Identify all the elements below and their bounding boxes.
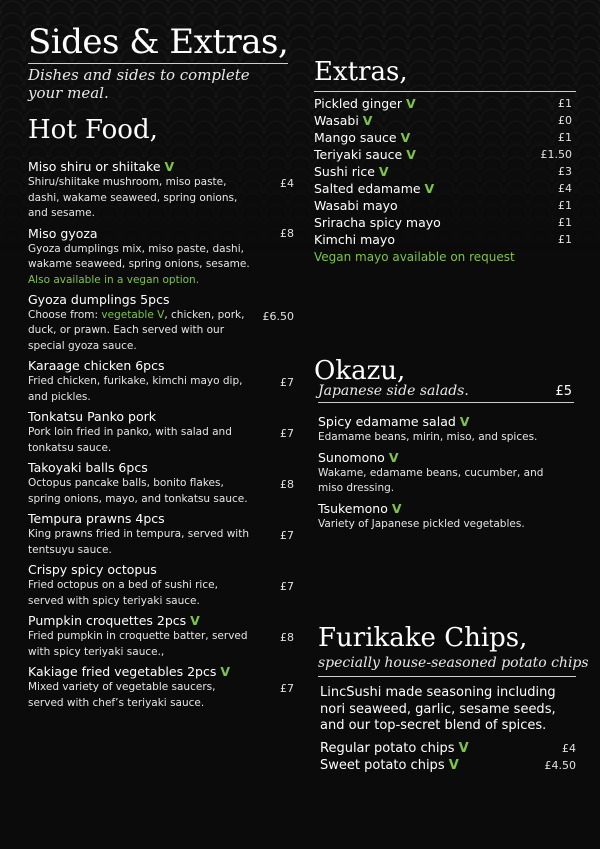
menu-item-miso-shiru [28,158,294,222]
vegan-badge: V [378,164,389,179]
item-name: Tempura prawns 4pcs [28,511,165,526]
item-price: £0 [558,114,572,127]
menu-item-tempura-prawns [28,510,294,558]
item-description: Pork loin fried in panko, with salad and tonkatsu sauce. [28,426,232,454]
hot-food-list [28,158,294,714]
item-price: £3 [558,165,572,178]
item-description: Gyoza dumplings mix, miso paste, dashi, wakame seaweed, spring onions, sesame. [28,242,250,270]
vegan-badge: V [164,159,175,174]
extras-heading: Extras, [314,57,408,87]
extras-list [314,95,572,266]
title-divider [28,63,288,64]
vegan-badge: V [406,96,416,111]
item-description: Fried octopus on a bed of sushi rice, served with spicy teriyaki sauce. [28,579,218,607]
item-name: Pumpkin croquettes 2pcs V [28,613,200,628]
furikake-description: LincSushi made seasoning including nori seaweed, garlic, sesame seeds, and our top-secret blend of spices. [320,685,556,733]
hot-food-heading: Hot Food, [28,115,158,145]
item-name: Sunomono V [318,449,399,465]
item-price: £1.50 [540,148,572,161]
item-price: £4 [562,742,576,755]
vegan-badge: V [424,181,435,196]
okazu-heading: Okazu, [314,356,406,386]
menu-item-pumpkin-croquettes [28,612,294,660]
item-price: £8 [280,226,294,240]
item-price: £7 [280,376,294,389]
vegan-badge: V [362,113,373,128]
okazu-divider [318,402,574,403]
menu-item-spicy-edamame-salad [318,413,574,446]
vegan-badge: V [391,500,402,516]
vegan-badge: V [400,130,411,145]
item-price: £1 [558,216,572,229]
item-price: £1 [558,131,572,144]
item-description: Mixed variety of vegetable saucers, served with chef’s teriyaki sauce. [28,681,216,709]
item-price: £8 [280,478,294,491]
item-name: Spicy edamame salad V [318,414,470,429]
item-price: £4 [558,182,572,195]
extra-item: Mango sauce V £1 [314,130,572,145]
menu-item-karaage-chicken [28,357,294,405]
vegan-badge: V [406,147,416,162]
item-description: Variety of Japanese pickled vegetables. [318,517,525,530]
chips-item-regular: Regular potato chips V £4 [320,741,576,756]
furikake-divider [318,676,576,677]
furikake-heading: Furikake Chips, [318,623,528,653]
item-name: Gyoza dumplings 5pcs [28,291,170,307]
item-description: Choose from: vegetable V, chicken, pork, duck, or prawn. Each served with our special gyoza sauce. [28,308,245,352]
menu-item-crispy-octopus [28,561,294,609]
vegan-badge: V [459,414,470,429]
vegan-badge: V [448,758,459,773]
item-description: Shiru/shiitake mushroom, miso paste, dashi, wakame seaweed, spring onions, and sesame. [28,176,238,219]
item-price: £7 [280,427,294,440]
item-price: £1 [558,199,572,212]
extra-item: Wasabi mayo £1 [314,198,572,213]
furikake-list [320,740,576,774]
menu-item-tonkatsu-pork [28,408,294,456]
item-name: Tonkatsu Panko pork [28,409,157,424]
menu-item-kakiage-vegetables [28,663,294,711]
furikake-subtitle: specially house-seasoned potato chips [318,655,589,671]
extra-item: Sushi rice V £3 [314,164,572,179]
extra-item: Salted edamame V £4 [314,181,572,196]
item-price: £4.50 [544,759,576,772]
item-name: Tsukemono V [318,500,402,516]
menu-item-miso-gyoza [28,225,294,288]
item-description: Wakame, edamame beans, cucumber, and miso dressing. [318,466,544,494]
item-name: Takoyaki balls 6pcs [28,460,148,475]
vegan-mayo-note: Vegan mayo available on request [314,250,515,264]
vegan-badge: V [190,613,200,628]
item-price: £7 [280,580,294,593]
item-description: Fried chicken, furikake, kimchi mayo dip, and pickles. [28,375,243,403]
item-price: £4 [280,177,294,190]
okazu-subtitle: Japanese side salads. [318,383,469,399]
menu-item-sunomono [318,449,574,497]
item-description: Edamame beans, mirin, miso, and spices. [318,431,538,443]
item-description: Fried pumpkin in croquette batter, served with spicy teriyaki sauce., [28,630,248,658]
menu-item-gyoza-dumplings [28,291,294,355]
vegetable-option: vegetable V [101,308,165,321]
item-price: £1 [558,97,572,110]
extra-item: Sriracha spicy mayo £1 [314,215,572,230]
page-title: Sides & Extras, [28,22,289,62]
item-description: Octopus pancake balls, bonito flakes, spring onions, mayo, and tonkatsu sauce. [28,477,248,505]
okazu-list [318,413,574,535]
menu-item-takoyaki-balls [28,459,294,507]
extra-item: Teriyaki sauce V £1.50 [314,147,572,162]
item-name: Miso shiru or shiitake V [28,159,175,174]
page-subtitle: Dishes and sides to complete your meal. [28,66,250,102]
item-price: £6.50 [262,309,294,323]
item-price: £7 [280,529,294,542]
item-name: Karaage chicken 6pcs [28,358,165,373]
menu-item-tsukemono [318,500,574,533]
vegan-option-note: Also available in a vegan option. [28,273,200,286]
item-name: Kakiage fried vegetables 2pcs V [28,664,231,679]
extra-item: Kimchi mayo £1 [314,232,572,247]
okazu-price: £5 [555,384,572,399]
chips-item-sweet: Sweet potato chips V £4.50 [320,758,576,773]
item-price: £1 [558,233,572,246]
item-name: Crispy spicy octopus [28,562,157,577]
extra-item: Wasabi V £0 [314,113,572,128]
extras-divider [314,91,576,92]
vegan-badge: V [458,741,469,756]
item-name: Miso gyoza [28,225,98,241]
item-price: £8 [280,631,294,644]
vegan-badge: V [388,449,399,465]
extra-item: Pickled ginger V £1 [314,96,572,111]
item-description: King prawns fried in tempura, served with tentsuyu sauce. [28,528,249,556]
item-price: £7 [280,682,294,695]
vegan-badge: V [220,664,231,679]
